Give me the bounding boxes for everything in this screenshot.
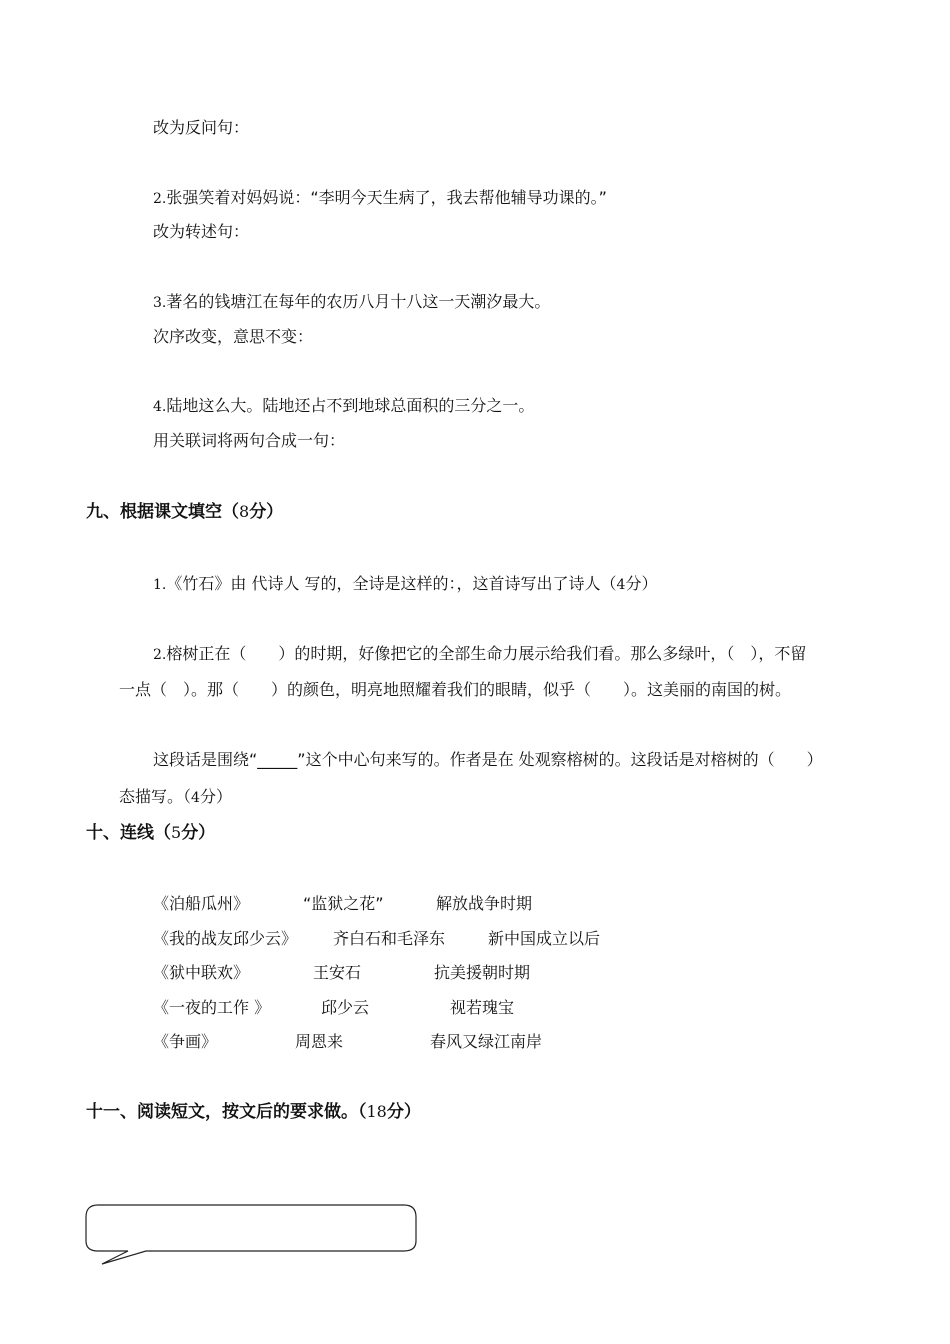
rhetorical-question-prompt: 改为反问句： xyxy=(153,118,250,137)
question-text: 陆地这么大。陆地还占不到地球总面积的三分之一。 xyxy=(166,396,535,415)
question-number: 2. xyxy=(153,647,167,663)
question-8-3 xyxy=(153,292,550,313)
heading-text-end: 分） xyxy=(181,823,216,843)
heading-text-end: 分） xyxy=(249,502,284,522)
question-9-3-line1: 这段话是围绕“_____”这个中心句来写的。作者是在 处观察榕树的。这段话是对榕树的（ ） xyxy=(153,750,823,769)
match-col-a-3: 《一夜的工作 》 xyxy=(153,998,271,1017)
reorder-prompt: 次序改变，意思不变： xyxy=(153,327,314,346)
heading-score: 18 xyxy=(366,1102,387,1121)
section-10-heading xyxy=(86,822,215,844)
question-text: 态描写。（ xyxy=(119,787,192,806)
question-number: 4. xyxy=(153,399,167,415)
question-score: 4 xyxy=(191,790,200,806)
match-col-c-3: 视若瑰宝 xyxy=(450,998,515,1017)
question-text: 榕树正在（ ）的时期，好像把它的全部生命力展示给我们看。那么多绿叶，（ ），不留 xyxy=(166,644,807,663)
indirect-speech-prompt: 改为转述句： xyxy=(153,222,250,241)
question-text: 张强笑着对妈妈说：“李明今天生病了，我去帮他辅导功课的。” xyxy=(166,188,607,207)
match-col-a-4: 《争画》 xyxy=(153,1032,218,1051)
speech-bubble-shape xyxy=(86,1205,416,1264)
match-col-c-4: 春风又绿江南岸 xyxy=(430,1032,543,1051)
question-number: 3. xyxy=(153,295,167,311)
match-col-b-0: “监狱之花” xyxy=(303,894,384,913)
match-col-b-3: 邱少云 xyxy=(321,998,370,1017)
heading-text: 十、连线（ xyxy=(86,823,171,843)
question-9-2-line1 xyxy=(153,644,806,665)
heading-score: 5 xyxy=(171,823,182,842)
speech-bubble-callout xyxy=(84,1203,420,1269)
match-col-b-1: 齐白石和毛泽东 xyxy=(333,929,446,948)
heading-text: 十一、阅读短文，按文后的要求做。（ xyxy=(86,1102,367,1122)
match-col-a-2: 《狱中联欢》 xyxy=(153,963,250,982)
match-col-c-1: 新中国成立以后 xyxy=(488,929,601,948)
section-9-heading xyxy=(86,501,283,523)
heading-text-end: 分） xyxy=(386,1102,421,1122)
question-8-4 xyxy=(153,396,534,417)
section-11-heading xyxy=(86,1101,421,1123)
match-col-a-0: 《泊船瓜州》 xyxy=(153,894,250,913)
heading-text: 九、根据课文填空（ xyxy=(86,502,239,522)
match-col-b-4: 周恩来 xyxy=(295,1032,344,1051)
question-text: 著名的钱塘江在每年的农历八月十八这一天潮汐最大。 xyxy=(166,292,551,311)
match-col-c-2: 抗美援朝时期 xyxy=(434,963,531,982)
question-text-end: 分） xyxy=(625,574,658,593)
question-text: 《竹石》由 代诗人 写的，全诗是这样的：，这首诗写出了诗人（ xyxy=(166,574,617,593)
heading-score: 8 xyxy=(239,502,250,521)
conjunction-prompt: 用关联词将两句合成一句： xyxy=(153,431,346,450)
question-9-2-line2: 一点（ ）。那（ ）的颜色，明亮地照耀着我们的眼睛，似乎（ ）。这美丽的南国的树。 xyxy=(119,680,792,699)
match-col-c-0: 解放战争时期 xyxy=(436,894,533,913)
question-text-end: 分） xyxy=(199,787,232,806)
question-score: 4 xyxy=(616,577,626,593)
question-8-2 xyxy=(153,188,607,209)
match-col-b-2: 王安石 xyxy=(313,963,362,982)
question-9-1 xyxy=(153,574,657,595)
question-number: 2. xyxy=(153,191,167,207)
match-col-a-1: 《我的战友邱少云》 xyxy=(153,929,298,948)
question-9-3-line2 xyxy=(119,787,232,808)
question-number: 1. xyxy=(153,577,167,593)
